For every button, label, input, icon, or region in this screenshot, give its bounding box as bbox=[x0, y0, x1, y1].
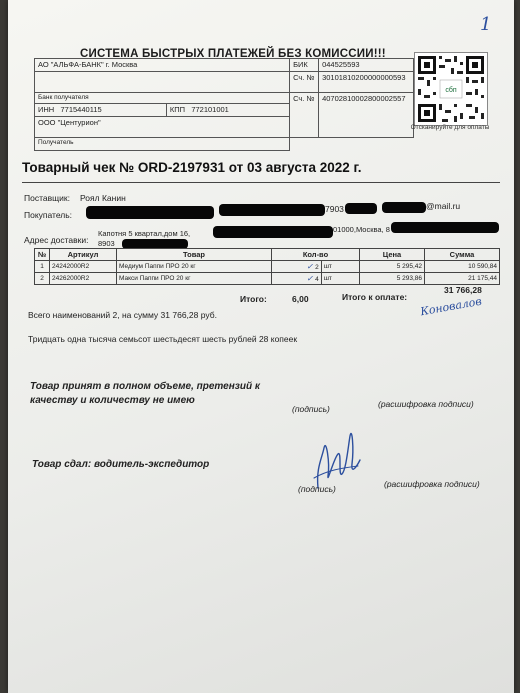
total-label: Итого: bbox=[240, 294, 267, 304]
buyer-contact-redaction bbox=[219, 204, 325, 216]
decode-label: (расшифровка подписи) bbox=[378, 399, 474, 409]
amount-in-words: Тридцать одна тысяча семьсот шестьдесят шесть рублей 28 копеек bbox=[28, 334, 298, 344]
email-suffix: @mail.ru bbox=[426, 201, 461, 211]
qr-code[interactable] bbox=[414, 52, 488, 126]
row-number: 2 bbox=[35, 273, 50, 285]
handwritten-name: Коновалов bbox=[419, 294, 483, 319]
buyer-label: Покупатель: bbox=[24, 210, 73, 220]
sign-label-2: (подпись) bbox=[298, 484, 336, 494]
row-sum: 10 590,84 bbox=[425, 261, 500, 273]
col-qty: Кол-во bbox=[272, 249, 360, 261]
row-number: 1 bbox=[35, 261, 50, 273]
row-qty-value: 2 bbox=[315, 264, 319, 271]
check-mark-icon: ✓ bbox=[306, 262, 314, 271]
col-number: № bbox=[35, 249, 50, 261]
row-price: 5 293,86 bbox=[360, 273, 425, 285]
email-redaction bbox=[382, 202, 426, 213]
kpp-label: КПП bbox=[169, 105, 186, 114]
title-divider bbox=[22, 182, 500, 183]
bank-cell-blank bbox=[35, 72, 290, 93]
bank-details-table bbox=[34, 58, 414, 151]
row-qty bbox=[272, 261, 322, 273]
items-header-row bbox=[35, 249, 500, 261]
sign-label: (подпись) bbox=[292, 404, 330, 414]
sbp-title: СИСТЕМА БЫСТРЫХ ПЛАТЕЖЕЙ БЕЗ КОМИССИИ!!! bbox=[80, 48, 386, 60]
items-summary: Всего наименований 2, на сумму 31 766,28 руб. bbox=[28, 310, 217, 320]
to-pay-value: 31 766,28 bbox=[444, 285, 482, 295]
inn-value: 7715440115 bbox=[60, 105, 102, 114]
address-mid: 01000,Москва, 8 bbox=[333, 225, 390, 234]
bik-label: БИК bbox=[290, 59, 319, 72]
receipt-paper bbox=[8, 0, 514, 693]
recipient-label: Получатель bbox=[35, 138, 290, 151]
col-price: Цена bbox=[360, 249, 425, 261]
row-sku: 24242000R2 bbox=[50, 261, 117, 273]
address-redaction bbox=[213, 226, 333, 238]
row-qty bbox=[272, 273, 322, 285]
row-unit: шт bbox=[321, 273, 359, 285]
qr-caption: Отсканируйте для оплаты bbox=[410, 124, 490, 131]
account-value: 40702810002800002557 bbox=[319, 93, 414, 138]
col-sku: Артикул bbox=[50, 249, 117, 261]
phone-fragment: 7903 bbox=[325, 204, 344, 214]
inn-cell bbox=[35, 104, 167, 117]
bank-cell-empty bbox=[290, 138, 414, 151]
bik-value: 044525593 bbox=[319, 59, 414, 72]
kpp-cell bbox=[166, 104, 289, 117]
kpp-value: 772101001 bbox=[191, 105, 229, 114]
supplier-value: Роял Канин bbox=[80, 193, 126, 203]
address-phone: 8903 bbox=[98, 239, 115, 248]
phone-redaction bbox=[345, 203, 377, 214]
qr-code-icon bbox=[415, 53, 487, 125]
address-start: Капотня 5 квартал,дом 16, bbox=[98, 229, 191, 238]
row-sku: 24262000R2 bbox=[50, 273, 117, 285]
row-price: 5 295,42 bbox=[360, 261, 425, 273]
recipient-bank-label: Банк получателя bbox=[35, 93, 290, 104]
address-phone-redaction bbox=[391, 222, 499, 233]
buyer-name-redaction bbox=[86, 206, 214, 219]
row-qty-value: 4 bbox=[315, 276, 319, 283]
table-row bbox=[35, 261, 500, 273]
row-product: Медиум Паппи ПРО 20 кг bbox=[117, 261, 272, 273]
supplier-label: Поставщик: bbox=[24, 193, 70, 203]
row-unit: шт bbox=[321, 261, 359, 273]
total-qty: 6,00 bbox=[292, 294, 309, 304]
row-sum: 21 175,44 bbox=[425, 273, 500, 285]
col-sum: Сумма bbox=[425, 249, 500, 261]
items-table bbox=[34, 248, 500, 285]
delivered-statement: Товар сдал: водитель-экспедитор bbox=[32, 459, 210, 470]
check-mark-icon: ✓ bbox=[306, 274, 314, 283]
row-product: Макси Паппи ПРО 20 кг bbox=[117, 273, 272, 285]
address-label: Адрес доставки: bbox=[24, 235, 89, 245]
corr-value: 30101810200000000593 bbox=[319, 72, 414, 93]
receipt-title: Товарный чек № ORD-2197931 от 03 августа 2022 г. bbox=[22, 160, 362, 175]
decode-label-2: (расшифровка подписи) bbox=[384, 479, 480, 489]
company-name: ООО "Центурион" bbox=[35, 117, 290, 138]
sbp-logo: сбп bbox=[445, 87, 457, 94]
page-number: 1 bbox=[480, 14, 492, 35]
bank-name: АО "АЛЬФА-БАНК" г. Москва bbox=[35, 59, 290, 72]
to-pay-label: Итого к оплате: bbox=[342, 292, 408, 302]
account-label: Сч. № bbox=[290, 93, 319, 138]
table-row bbox=[35, 273, 500, 285]
accepted-statement: Товар принят в полном объеме, претензий к качеству и количеству не имею bbox=[30, 381, 260, 406]
corr-label: Сч. № bbox=[290, 72, 319, 93]
col-product: Товар bbox=[117, 249, 272, 261]
inn-label: ИНН bbox=[38, 105, 55, 114]
